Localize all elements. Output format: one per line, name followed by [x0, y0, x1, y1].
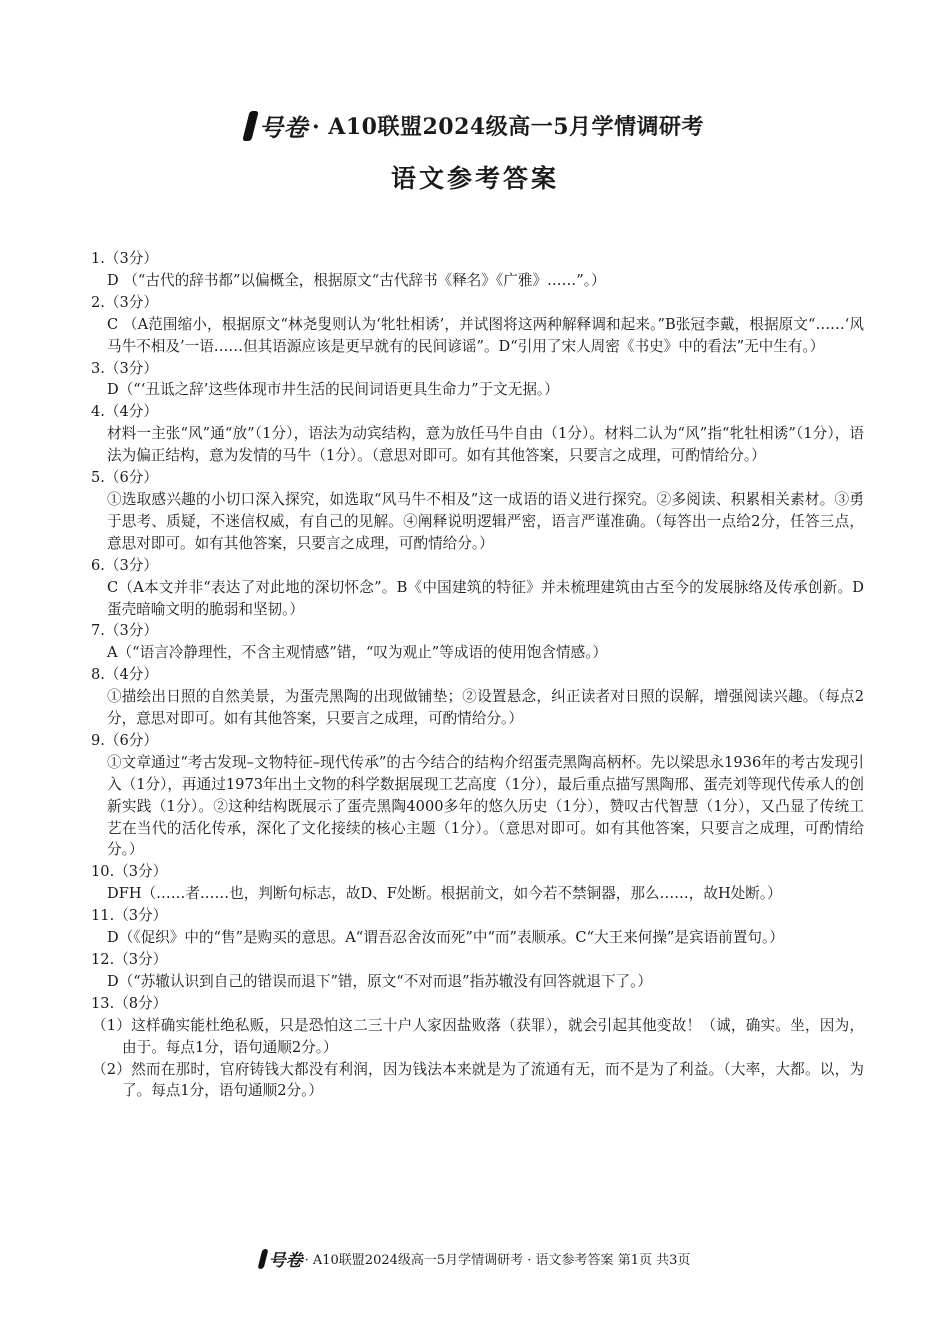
- question-heading: 2.（3分）: [91, 293, 158, 311]
- question-answer: D （“古代的辞书都”以偏概全，根据原文“古代辞书《释名》《广雅》……”。）: [107, 271, 606, 289]
- question-10: [88, 861, 864, 905]
- question-answer: DFH（……者……也，判断句标志，故D、F处断。根据前文，如今若不禁铜器，那么……，故H处断。）: [107, 885, 782, 903]
- brand-mark-icon: [257, 1249, 268, 1269]
- question-answer: C （A范围缩小，根据原文“林尧叟则认为‘牝牡相诱’，并试图将这两种解释调和起来。”B张冠李戴，根据原文“……‘风马牛不相及’一语……但其语源应该是更早就有的民间谚谣”。D“引用了宋人周密《书史》中的看法”无中生有。）: [107, 315, 864, 355]
- question-11: [88, 905, 864, 949]
- footer-text: · A10联盟2024级高一5月学情调研考 · 语文参考答案 第1页 共3页: [304, 1253, 691, 1268]
- footer-logo-text: 号卷: [268, 1251, 303, 1271]
- question-2: [88, 292, 864, 358]
- question-3: [88, 358, 864, 402]
- question-answer: D（“苏辙认识到自己的错误而退下”错，原文“不对而退”指苏辙没有回答就退下了。）: [107, 972, 653, 990]
- question-heading: 5.（6分）: [91, 469, 158, 487]
- exam-title-text: · A10联盟2024级高一5月学情调研考: [311, 114, 705, 140]
- brand-mark-icon: [242, 111, 258, 141]
- question-heading: 9.（6分）: [91, 731, 158, 749]
- question-9: [88, 730, 864, 861]
- question-5: [88, 467, 864, 555]
- question-8: [88, 664, 864, 730]
- question-answer: ①描绘出日照的自然美景，为蛋壳黑陶的出现做铺垫；②设置悬念，纠正读者对日照的误解，增强阅读兴趣。（每点2分，意思对即可。如有其他答案，只要言之成理，可酌情给分。）: [107, 688, 864, 728]
- question-heading: 3.（3分）: [91, 359, 158, 377]
- question-heading: 1.（3分）: [91, 250, 158, 267]
- question-heading: 7.（3分）: [91, 622, 158, 640]
- question-1: [88, 248, 864, 292]
- question-heading: 12.（3分）: [91, 951, 168, 968]
- question-heading: 11.（3分）: [91, 907, 168, 925]
- page-footer: [0, 1246, 950, 1271]
- answer-list: [88, 248, 864, 1102]
- brand-logo: [246, 108, 308, 143]
- footer-logo: [260, 1246, 303, 1271]
- exam-title: [0, 108, 950, 143]
- question-6: [88, 555, 864, 621]
- question-answer: 材料一主张“风”通“放”（1分），语法为动宾结构，意为放任马牛自由（1分）。材料二认为“风”指“牝牡相诱”（1分），语法为偏正结构，意为发情的马牛（1分）。（意思对即可。如有其他答案，只要言之成理，可酌情给分。）: [107, 425, 864, 465]
- question-heading: 8.（4分）: [91, 666, 158, 684]
- sub-answer-1: （1）这样确实能杜绝私贩，只是恐怕这二三十户人家因盐败落（获罪），就会引起其他变故！（诚，确实。坐，因为，由于。每点1分，语句通顺2分。）: [92, 1016, 864, 1056]
- question-answer: ①文章通过“考古发现–文物特征–现代传承”的古今结合的结构介绍蛋壳黑陶高柄杯。先以梁思永1936年的考古发现引入（1分），再通过1973年出土文物的科学数据展现工艺高度（1分），最后重点描写黑陶邢、蛋壳刘等现代传承人的创新实践（1分）。②这种结构既展示了蛋壳黑陶4000多年的悠久历史（1分），赞叹古代智慧（1分），又凸显了传统工艺在当代的活化传承，深化了文化接续的核心主题（1分）。（意思对即可。如有其他答案，只要言之成理，可酌情给分。）: [107, 753, 864, 859]
- question-4: [88, 401, 864, 467]
- brand-logo-text: 号卷: [258, 113, 308, 142]
- question-heading: 13.（8分）: [91, 994, 168, 1012]
- question-12: [88, 949, 864, 993]
- question-7: [88, 620, 864, 664]
- question-answer: D（《促织》中的“售”是购买的意思。A“谓吾忍舍汝而死”中“而”表顺承。C“大王来何操”是宾语前置句。）: [107, 929, 784, 947]
- page-header: [0, 108, 950, 195]
- question-answer: ①选取感兴趣的小切口深入探究，如选取“风马牛不相及”这一成语的语义进行探究。②多阅读、积累相关素材。③勇于思考、质疑，不迷信权威，有自己的见解。④阐释说明逻辑严密，语言严谨准确。（每答出一点给2分，任答三点，意思对即可。如有其他答案，只要言之成理，可酌情给分。）: [107, 490, 864, 552]
- question-answer: C（A本文并非“表达了对此地的深切怀念”。B《中国建筑的特征》并未梳理建筑由古至今的发展脉络及传承创新。D蛋壳暗喻文明的脆弱和坚韧。）: [107, 578, 864, 618]
- sub-answer-2: （2）然而在那时，官府铸钱大都没有利润，因为钱法本来就是为了流通有无，而不是为了利益。（大率，大都。以，为了。每点1分，语句通顺2分。）: [92, 1060, 864, 1100]
- page-subtitle: 语文参考答案: [390, 164, 559, 193]
- question-heading: 10.（3分）: [91, 863, 168, 881]
- question-13: [88, 993, 864, 1103]
- question-heading: 4.（4分）: [91, 403, 158, 421]
- question-heading: 6.（3分）: [91, 556, 158, 574]
- question-answer: D（“‘丑诋之辞’这些体现市井生活的民间词语更具生命力”于文无据。）: [107, 381, 559, 399]
- question-answer: A（“语言冷静理性，不含主观情感”错，“叹为观止”等成语的使用饱含情感。）: [107, 644, 608, 662]
